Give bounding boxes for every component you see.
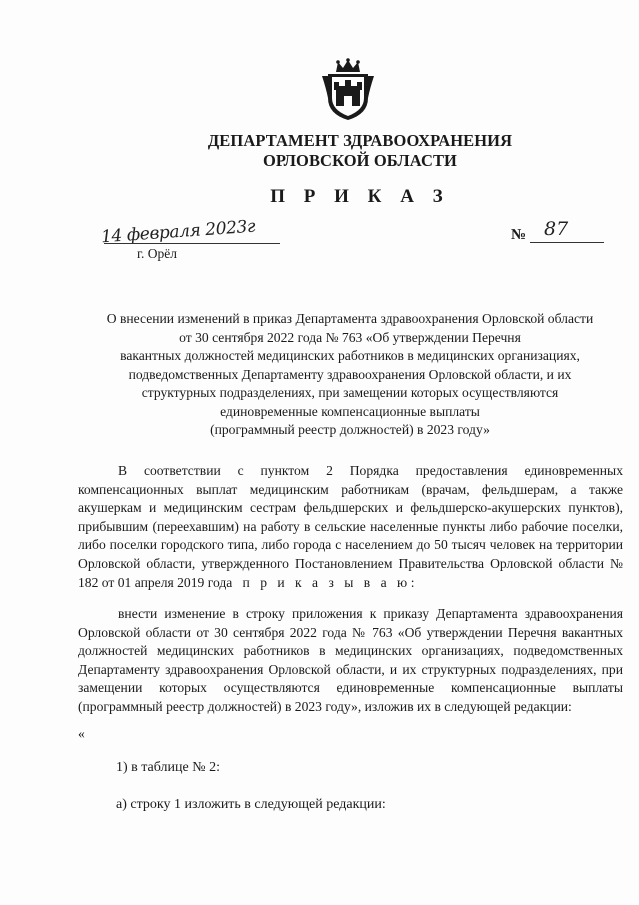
order-verb: п р и к а з ы в а ю: (242, 574, 418, 590)
date-underline (104, 243, 280, 244)
department-name (150, 131, 570, 171)
city-name: г. Орёл (137, 246, 177, 261)
opening-quote: « (78, 726, 85, 741)
list-item-1: 1) в таблице № 2: (116, 760, 220, 775)
number-underline (530, 242, 604, 243)
department-name-line2: ОРЛОВСКОЙ ОБЛАСТИ (262, 151, 457, 170)
resolution-text: внести изменение в строку приложения к приказу Департамента здравоохранения Орловской области от 30 сентября 2022 года № 763 «Об утверждении Перечня вакантных должностей медицинских работников в медицинских организациях, подведомственных Департаменту здравоохранения Орловской области, и их структурных подразделениях, при замещении которых осуществляются единовременные компенсационные выплаты (программный реестр должностей) в 2023 году», изложив их в следующей редакции: (78, 606, 623, 714)
department-name-line1: ДЕПАРТАМЕНТ ЗДРАВООХРАНЕНИЯ (207, 131, 513, 150)
subject-line: вакантных должностей медицинских работников в медицинских организациях, (120, 348, 580, 363)
subject-line: (программный реестр должностей) в 2023 году» (210, 422, 490, 437)
preamble-text: В соответствии с пунктом 2 Порядка предоставления единовременных компенсационных выплат медицинским работникам (врачам, фельдшерам, а также акушеркам и медицинским сестрам фельдшерских и фельдшерско-акушерских пунктов), прибывшим (переехавшим) на работу в сельские населенные пункты либо рабочие поселки, либо поселки городского типа, либо города с населением до 50 тысяч человек на территории Орловской области, утвержденного Постановлением Правительства Орловской области № 182 от 01 апреля 2019 года (78, 463, 623, 590)
list-item-1a: а) строку 1 изложить в следующей редакции: (116, 797, 386, 812)
order-number-label: № (511, 227, 527, 243)
subject-line: О внесении изменений в приказ Департамента здравоохранения Орловской области (106, 311, 594, 326)
subject-line: единовременные компенсационные выплаты (220, 403, 480, 419)
handwritten-date: 14 февраля 2023г (100, 216, 256, 248)
handwritten-order-number: 87 (544, 218, 569, 240)
order-subject (72, 310, 628, 440)
coat-of-arms-emblem (320, 58, 376, 122)
document-type-title: П Р И К А З (270, 186, 450, 207)
subject-line: подведомственных Департаменту здравоохранения Орловской области, и их (128, 366, 572, 382)
subject-line: структурных подразделениях, при замещении которых осуществляются (141, 385, 559, 400)
preamble-paragraph (78, 462, 623, 592)
resolution-paragraph (78, 605, 623, 717)
subject-line: от 30 сентября 2022 года № 763 «Об утверждении Перечня (179, 329, 521, 345)
